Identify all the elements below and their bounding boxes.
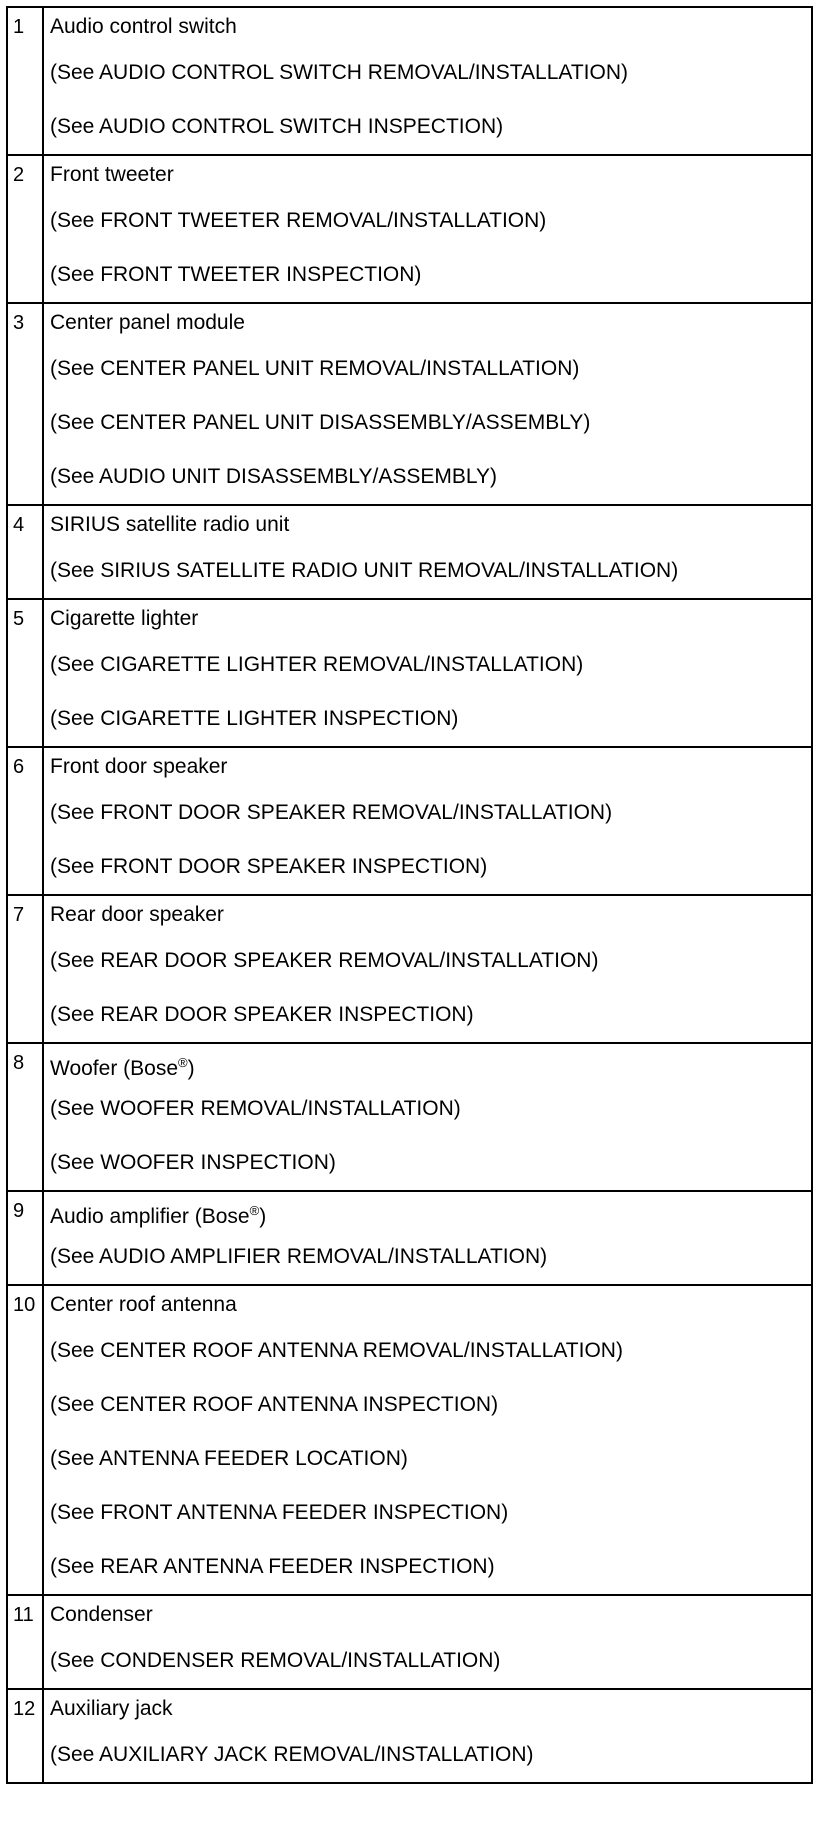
item-number: 8 xyxy=(8,1044,44,1190)
registered-mark: ® xyxy=(178,1055,188,1070)
item-content xyxy=(44,506,811,598)
item-number: 5 xyxy=(8,600,44,746)
item-number: 7 xyxy=(8,896,44,1042)
item-title xyxy=(50,1286,811,1324)
see-reference-link[interactable]: (See REAR ANTENNA FEEDER INSPECTION) xyxy=(50,1555,495,1578)
see-reference-link[interactable]: (See FRONT ANTENNA FEEDER INSPECTION) xyxy=(50,1501,509,1524)
see-reference-link[interactable]: (See AUDIO AMPLIFIER REMOVAL/INSTALLATION) xyxy=(50,1245,548,1268)
item-title-text: Auxiliary jack xyxy=(50,1697,173,1720)
item-number: 11 xyxy=(8,1596,44,1688)
item-title xyxy=(50,8,811,46)
see-reference-link[interactable]: (See AUDIO CONTROL SWITCH INSPECTION) xyxy=(50,115,504,138)
item-title xyxy=(50,1192,811,1230)
see-reference-link[interactable]: (See AUDIO CONTROL SWITCH REMOVAL/INSTALLATION) xyxy=(50,61,628,84)
see-reference-link[interactable]: (See AUDIO UNIT DISASSEMBLY/ASSEMBLY) xyxy=(50,465,497,488)
item-number: 6 xyxy=(8,748,44,894)
table-row xyxy=(8,1594,811,1688)
item-content xyxy=(44,8,811,154)
item-title-end: ) xyxy=(187,1057,195,1080)
table-row xyxy=(8,504,811,598)
item-content xyxy=(44,156,811,302)
table-row xyxy=(8,1284,811,1594)
item-title xyxy=(50,506,811,544)
item-title-text: Center roof antenna xyxy=(50,1293,237,1316)
table-row xyxy=(8,154,811,302)
item-title-text: Rear door speaker xyxy=(50,903,224,926)
item-content xyxy=(44,1690,811,1782)
see-reference-link[interactable]: (See CENTER PANEL UNIT REMOVAL/INSTALLATION) xyxy=(50,357,580,380)
item-number: 3 xyxy=(8,304,44,504)
item-title-text: Center panel module xyxy=(50,311,245,334)
item-title xyxy=(50,896,811,934)
table-row xyxy=(8,1688,811,1782)
see-reference-link[interactable]: (See CIGARETTE LIGHTER INSPECTION) xyxy=(50,707,459,730)
item-title xyxy=(50,304,811,342)
see-reference-link[interactable]: (See REAR DOOR SPEAKER REMOVAL/INSTALLATION) xyxy=(50,949,599,972)
see-reference-link[interactable]: (See AUXILIARY JACK REMOVAL/INSTALLATION) xyxy=(50,1743,534,1766)
see-reference-link[interactable]: (See CENTER ROOF ANTENNA REMOVAL/INSTALLATION) xyxy=(50,1339,623,1362)
item-content xyxy=(44,1044,811,1190)
see-reference-link[interactable]: (See CENTER ROOF ANTENNA INSPECTION) xyxy=(50,1393,499,1416)
see-reference-link[interactable]: (See REAR DOOR SPEAKER INSPECTION) xyxy=(50,1003,474,1026)
see-reference-link[interactable]: (See FRONT DOOR SPEAKER INSPECTION) xyxy=(50,855,488,878)
see-reference-link[interactable]: (See ANTENNA FEEDER LOCATION) xyxy=(50,1447,408,1470)
item-content xyxy=(44,1192,811,1284)
item-number: 2 xyxy=(8,156,44,302)
item-title-text: Cigarette lighter xyxy=(50,607,199,630)
item-content xyxy=(44,304,811,504)
item-title-text: Audio control switch xyxy=(50,15,237,38)
table-row xyxy=(8,1042,811,1190)
see-reference-link[interactable]: (See WOOFER INSPECTION) xyxy=(50,1151,336,1174)
item-content xyxy=(44,1596,811,1688)
table-row xyxy=(8,302,811,504)
item-title-text: Front tweeter xyxy=(50,163,174,186)
item-number: 10 xyxy=(8,1286,44,1594)
item-title xyxy=(50,156,811,194)
item-title xyxy=(50,748,811,786)
item-title-text: Audio amplifier (Bose xyxy=(50,1205,250,1228)
item-title-text: SIRIUS satellite radio unit xyxy=(50,513,290,536)
item-title xyxy=(50,1690,811,1728)
table-row xyxy=(8,1190,811,1284)
see-reference-link[interactable]: (See CONDENSER REMOVAL/INSTALLATION) xyxy=(50,1649,501,1672)
item-number: 9 xyxy=(8,1192,44,1284)
item-content xyxy=(44,1286,811,1594)
see-reference-link[interactable]: (See FRONT DOOR SPEAKER REMOVAL/INSTALLATION) xyxy=(50,801,613,824)
table-row xyxy=(8,894,811,1042)
item-number: 4 xyxy=(8,506,44,598)
see-reference-link[interactable]: (See FRONT TWEETER INSPECTION) xyxy=(50,263,422,286)
item-title xyxy=(50,1596,811,1634)
registered-mark: ® xyxy=(249,1203,260,1218)
item-content xyxy=(44,748,811,894)
see-reference-link[interactable]: (See CENTER PANEL UNIT DISASSEMBLY/ASSEMBLY) xyxy=(50,411,591,434)
item-title-text: Woofer (Bose xyxy=(50,1057,178,1080)
item-number: 12 xyxy=(8,1690,44,1782)
item-content xyxy=(44,600,811,746)
see-reference-link[interactable]: (See CIGARETTE LIGHTER REMOVAL/INSTALLATION) xyxy=(50,653,584,676)
parts-reference-table xyxy=(6,6,813,1784)
item-title-text: Front door speaker xyxy=(50,755,228,778)
table-row xyxy=(8,598,811,746)
see-reference-link[interactable]: (See SIRIUS SATELLITE RADIO UNIT REMOVAL/INSTALLATION) xyxy=(50,559,679,582)
item-title-end: ) xyxy=(259,1205,267,1228)
see-reference-link[interactable]: (See WOOFER REMOVAL/INSTALLATION) xyxy=(50,1097,461,1120)
see-reference-link[interactable]: (See FRONT TWEETER REMOVAL/INSTALLATION) xyxy=(50,209,547,232)
item-number: 1 xyxy=(8,8,44,154)
item-title xyxy=(50,600,811,638)
table-row xyxy=(8,746,811,894)
item-title-text: Condenser xyxy=(50,1603,153,1626)
item-title xyxy=(50,1044,811,1082)
item-content xyxy=(44,896,811,1042)
table-row xyxy=(8,8,811,154)
